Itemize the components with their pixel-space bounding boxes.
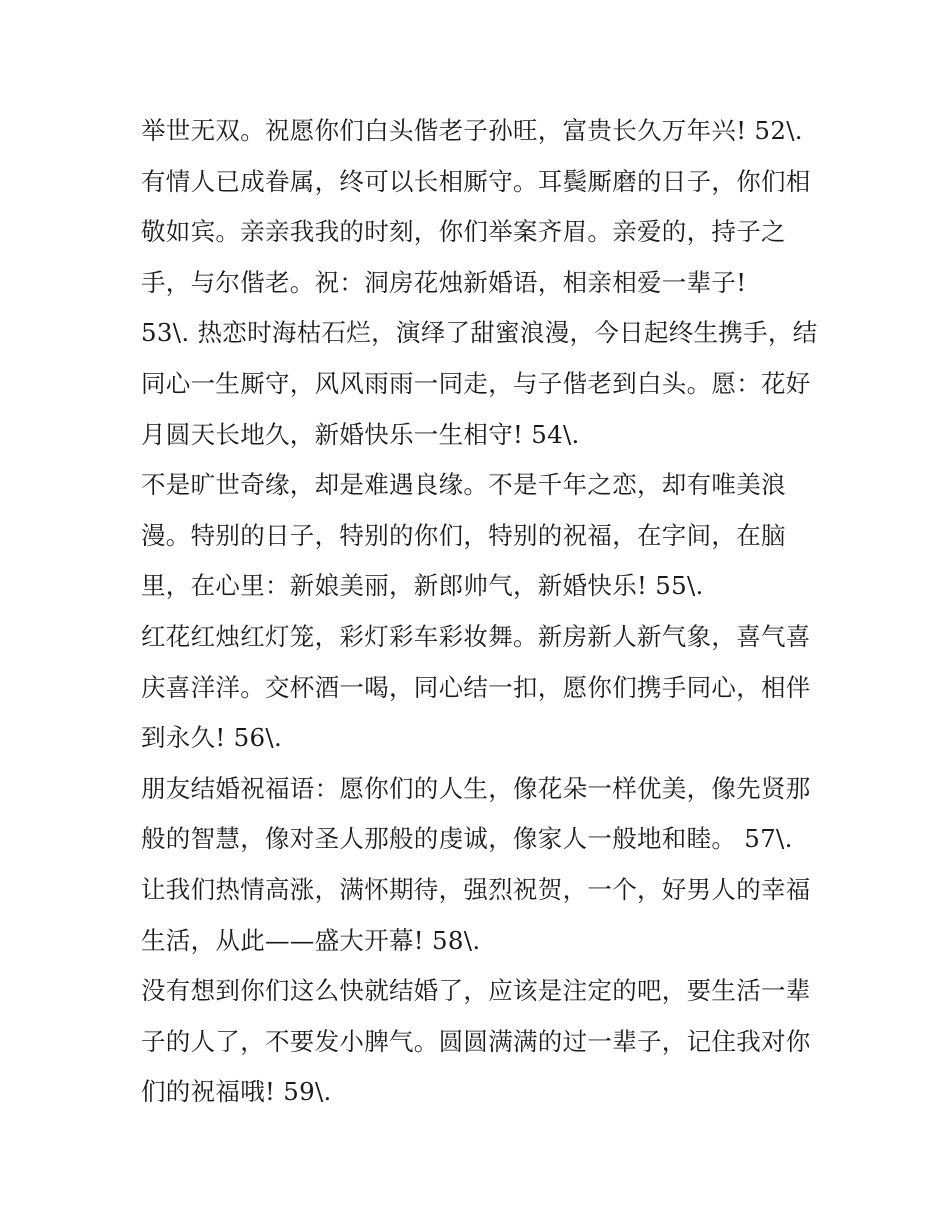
- text-line: 没有想到你们这么快就结婚了，应该是注定的吧，要生活一辈: [141, 976, 811, 1006]
- text-line: 有情人已成眷属，终可以长相厮守。耳鬓厮磨的日子，你们相: [141, 166, 811, 196]
- text-line: 同心一生厮守，风风雨雨一同走，与子偕老到白头。愿：花好: [141, 368, 811, 398]
- text-line: 子的人了，不要发小脾气。圆圆满满的过一辈子，记住我对你: [141, 1026, 811, 1056]
- text-line: 举世无双。祝愿你们白头偕老子孙旺，富贵长久万年兴! 52\.: [141, 116, 803, 145]
- text-line: 庆喜洋洋。交杯酒一喝，同心结一扣，愿你们携手同心，相伴: [141, 672, 811, 702]
- text-line: 里，在心里：新娘美丽，新郎帅气，新婚快乐! 55\.: [141, 571, 704, 601]
- text-line: 让我们热情高涨，满怀期待，强烈祝贺，一个，好男人的幸福: [141, 874, 811, 904]
- text-line: 不是旷世奇缘，却是难遇良缘。不是千年之恋，却有唯美浪: [141, 470, 786, 500]
- text-line: 漫。特别的日子，特别的你们，特别的祝福，在字间，在脑: [141, 520, 786, 550]
- text-line: 手，与尔偕老。祝：洞房花烛新婚语，相亲相爱一辈子!: [141, 267, 747, 297]
- text-line: 红花红烛红灯笼，彩灯彩车彩妆舞。新房新人新气象，喜气喜: [141, 621, 811, 651]
- text-line: 到永久! 56\.: [141, 723, 283, 753]
- text-line: 般的智慧，像对圣人那般的虔诚，像家人一般地和睦。 57\.: [141, 824, 793, 854]
- text-line: 月圆天长地久，新婚快乐一生相守! 54\.: [141, 419, 580, 449]
- text-line: 53\. 热恋时海枯石烂，演绎了甜蜜浪漫，今日起终生携手，结: [141, 318, 818, 348]
- text-line: 敬如宾。亲亲我我的时刻，你们举案齐眉。亲爱的，持子之: [141, 217, 786, 247]
- text-line: 生活，从此——盛大开幕! 58\.: [141, 925, 481, 955]
- text-line: 们的祝福哦! 59\.: [141, 1077, 332, 1107]
- text-line: 朋友结婚祝福语：愿你们的人生，像花朵一样优美，像先贤那: [141, 773, 811, 803]
- document-body: [141, 106, 831, 1118]
